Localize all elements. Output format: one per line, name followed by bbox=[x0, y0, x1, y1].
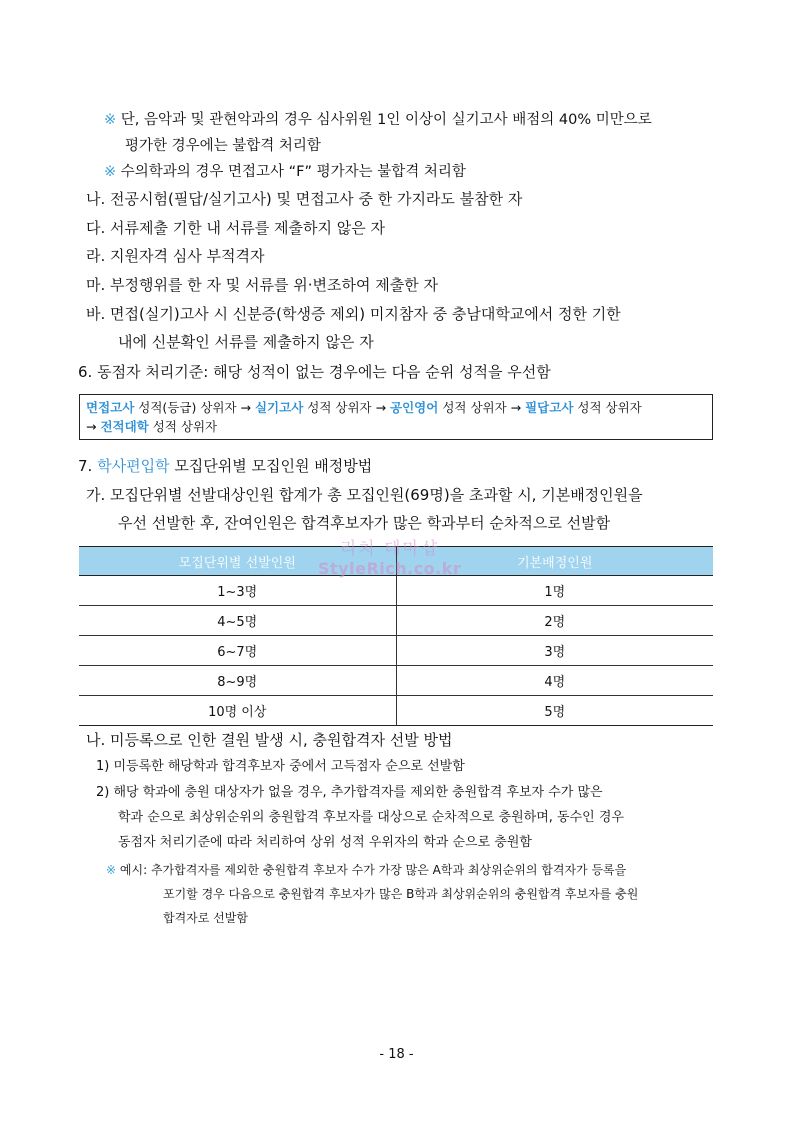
subsection-na-p1: 1) 미등록한 해당학과 합격후보자 중에서 고득점자 순으로 선발함 bbox=[96, 759, 465, 774]
table-row: 1~3명 1명 bbox=[79, 576, 713, 606]
example-note-cont2: 합격자로 선발함 bbox=[163, 911, 248, 925]
subsection-na-title: 나. 미등록으로 인한 결원 발생 시, 충원합격자 선발 방법 bbox=[86, 731, 453, 749]
item-ba-cont: 내에 신분확인 서류를 제출하지 않은 자 bbox=[118, 333, 374, 351]
section-6-title: 6. 동점자 처리기준: 해당 성적이 없는 경우에는 다음 순위 성적을 우선함 bbox=[78, 363, 551, 381]
example-note-cont1: 포기할 경우 다음으로 충원합격 후보자가 많은 B학과 최상위순위의 충원합격 후보자를 충원 bbox=[163, 887, 639, 901]
tiebreak-line-2: → 전적대학 성적 상위자 bbox=[86, 419, 218, 434]
section-7-title: 7. 학사편입학 모집단위별 모집인원 배정방법 bbox=[78, 457, 373, 475]
item-ba: 바. 면접(실기)고사 시 신분증(학생증 제외) 미지참자 중 충남대학교에서 정한 기한 bbox=[86, 305, 621, 323]
table-row: 10명 이상 5명 bbox=[79, 696, 713, 726]
table-row: 6~7명 3명 bbox=[79, 636, 713, 666]
page-number: - 18 - bbox=[379, 1047, 414, 1062]
table-header-row bbox=[79, 547, 713, 576]
item-da: 다. 서류제출 기한 내 서류를 제출하지 않은 자 bbox=[86, 219, 385, 237]
subsection-na-p2: 2) 해당 학과에 충원 대상자가 없을 경우, 추가합격자를 제외한 충원합격 후보자 수가 많은 bbox=[96, 785, 603, 800]
header-selection: 모집단위별 선발인원 bbox=[79, 547, 396, 576]
note-music-cont: 평가한 경우에는 불합격 처리함 bbox=[125, 138, 321, 154]
item-ma: 마. 부정행위를 한 자 및 서류를 위·변조하여 제출한 자 bbox=[86, 276, 438, 294]
watermark: 리치 테마샵 StyleRich.co.kr bbox=[318, 539, 462, 578]
subsection-na-p2-cont1: 학과 순으로 최상위순위의 충원합격 후보자를 대상으로 순차적으로 충원하며, 동수인 경우 bbox=[118, 810, 624, 825]
item-ra: 라. 지원자격 심사 부적격자 bbox=[86, 247, 265, 265]
tiebreak-box bbox=[79, 394, 713, 440]
header-basic-allocation: 기본배정인원 bbox=[396, 547, 713, 576]
note-vet: ※ 수의학과의 경우 면접고사 “F” 평가자는 불합격 처리함 bbox=[104, 164, 466, 180]
reference-mark-icon: ※ bbox=[104, 112, 117, 128]
example-note: ※ 예시: 추가합격자를 제외한 충원합격 후보자 수가 가장 많은 A학과 최상위순위의 합격자가 등록을 bbox=[106, 863, 627, 877]
reference-mark-icon: ※ bbox=[104, 164, 117, 180]
reference-mark-icon: ※ bbox=[106, 863, 117, 877]
allocation-table bbox=[79, 546, 713, 726]
section-7-ga: 가. 모집단위별 선발대상인원 합계가 총 모집인원(69명)을 초과할 시, 기본배정인원을 bbox=[86, 486, 643, 504]
tiebreak-line-1: 면접고사 성적(등급) 상위자 → 실기고사 성적 상위자 → 공인영어 성적 상위자 → 필답고사 성적 상위자 bbox=[86, 400, 642, 415]
table-row: 8~9명 4명 bbox=[79, 666, 713, 696]
item-na: 나. 전공시험(필답/실기고사) 및 면접고사 중 한 가지라도 불참한 자 bbox=[86, 190, 523, 208]
subsection-na-p2-cont2: 동점자 처리기준에 따라 처리하여 상위 성적 우위자의 학과 순으로 충원함 bbox=[118, 835, 532, 850]
note-music: ※ 단, 음악과 및 관현악과의 경우 심사위원 1인 이상이 실기고사 배점의 40% 미만으로 bbox=[104, 112, 652, 128]
table-row: 4~5명 2명 bbox=[79, 606, 713, 636]
section-7-ga-cont: 우선 선발한 후, 잔여인원은 합격후보자가 많은 학과부터 순차적으로 선발함 bbox=[118, 514, 611, 532]
